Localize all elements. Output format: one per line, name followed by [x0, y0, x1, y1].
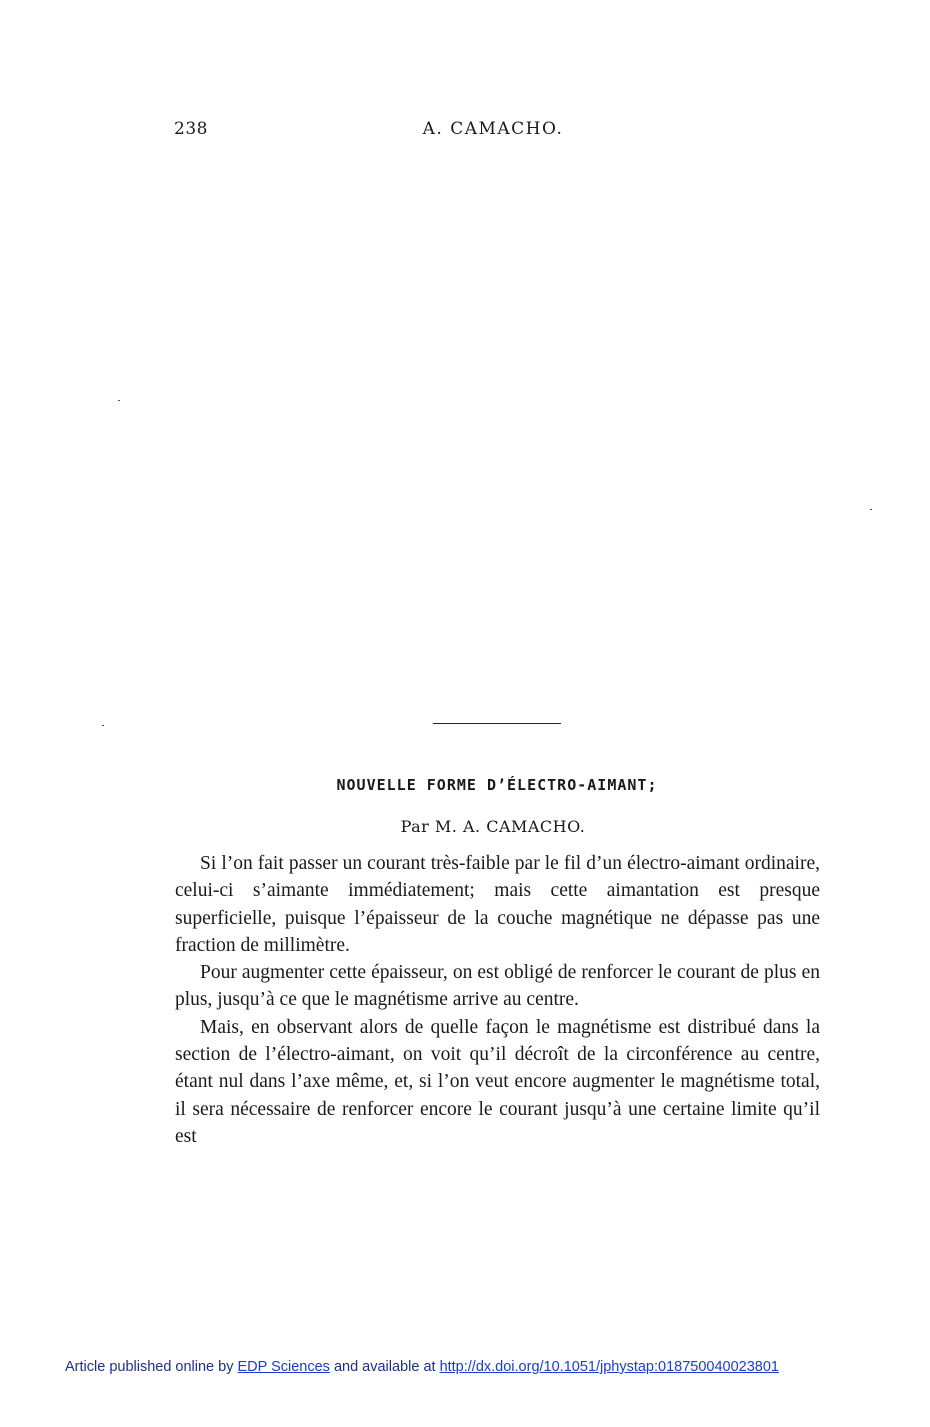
article-body [175, 850, 820, 1150]
paragraph-1: Si l’on fait passer un courant très-faible par le fil d’un électro-aimant ordinaire, celui-ci s’aimante immédiatement; mais cette aimantation est presque superficielle, puisque l’épaisseur de la couche magnétique ne dépasse pas une fraction de millimètre. [175, 853, 820, 956]
article-title: NOUVELLE FORME D’ÉLECTRO-AIMANT; [336, 776, 658, 794]
section-rule [433, 723, 561, 724]
paragraph-2: Pour augmenter cette épaisseur, on est obligé de renforcer le courant de plus en plus, jusqu’à ce que le magnétisme arrive au centre. [175, 962, 820, 1011]
article-byline: Par M. A. CAMACHO. [400, 817, 586, 836]
scan-speck [102, 725, 104, 726]
doi-link[interactable]: http://dx.doi.org/10.1051/jphystap:018750040023801 [439, 1359, 779, 1375]
scan-speck [118, 400, 120, 401]
page-number: 238 [174, 119, 208, 139]
scan-speck [870, 509, 872, 510]
footer-prefix: Article published online by [65, 1359, 234, 1375]
publication-footer [65, 1359, 779, 1375]
footer-middle: and available at [333, 1359, 436, 1375]
running-head: A. CAMACHO. [422, 119, 564, 139]
publisher-link[interactable]: EDP Sciences [237, 1359, 330, 1375]
paragraph-3: Mais, en observant alors de quelle façon le magnétisme est distribué dans la section de l’électro-aimant, on voit qu’il décroît de la circonférence au centre, étant nul dans l’axe même, et, si l’on veut encore augmenter le magnétisme total, il sera nécessaire de renforcer encore le courant jusqu’à une certaine limite qu’il est [175, 1016, 820, 1147]
